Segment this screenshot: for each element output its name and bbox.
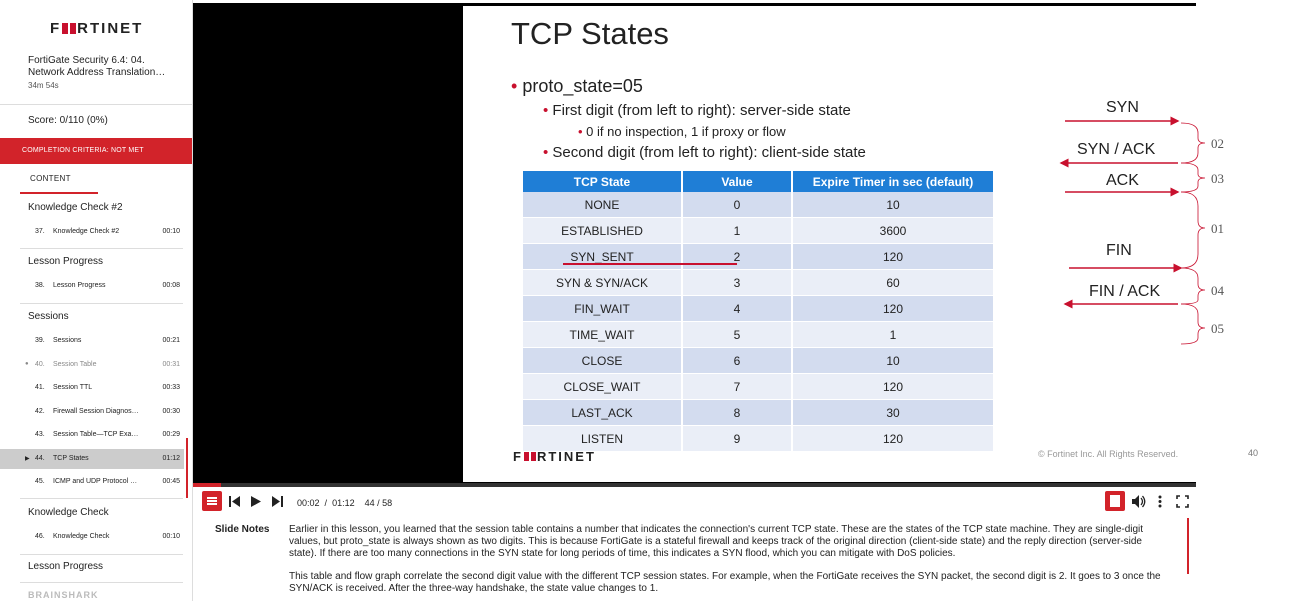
fortinet-logo: F RTINET xyxy=(50,20,144,37)
list-item-current[interactable] xyxy=(0,449,184,469)
item-label: Session Table xyxy=(53,361,97,368)
flow-label: FIN / ACK xyxy=(1089,283,1161,300)
divider xyxy=(20,303,183,304)
table-cell: 4 xyxy=(683,296,793,322)
item-number: 40. xyxy=(35,361,45,368)
notes-icon[interactable] xyxy=(1105,491,1125,511)
progress-fill xyxy=(193,483,221,487)
brainshark-logo: BRAINSHARK xyxy=(28,590,99,600)
bullet-2: • First digit (from left to right): server-side state xyxy=(543,102,851,119)
item-duration: 00:30 xyxy=(162,408,180,415)
completion-criteria-banner: COMPLETION CRITERIA: NOT MET xyxy=(0,138,192,164)
state-label: 03 xyxy=(1211,171,1224,186)
list-item[interactable] xyxy=(0,276,184,296)
table-cell: 120 xyxy=(793,244,995,270)
table-row xyxy=(523,296,995,322)
state-label: 04 xyxy=(1211,283,1224,298)
course-duration: 34m 54s xyxy=(28,81,59,90)
list-item[interactable] xyxy=(0,472,184,492)
table-cell: LISTEN xyxy=(523,426,683,452)
bullet-4: • Second digit (from left to right): client-side state xyxy=(543,144,866,161)
bullet-3: • 0 if no inspection, 1 if proxy or flow xyxy=(578,124,786,139)
notes-paragraph: Earlier in this lesson, you learned that the session table contains a number that indicates the connection's current TCP state. These are the states of the TCP state machine. They are single-digit values, but proto_state is always shown as two digits. This is because FortiGate is a stateful firewall and keeps track of the original direction (client-side state) and the reply direction (server-side state). If there are too many connections in the SYN state for long periods of time, this indicates a SYN flood, which you can mitigate with DoS policies. xyxy=(289,524,1144,559)
table-cell: CLOSE_WAIT xyxy=(523,374,683,400)
item-label: TCP States xyxy=(53,455,89,462)
table-cell: 1 xyxy=(683,218,793,244)
item-number: 42. xyxy=(35,408,45,415)
tab-content[interactable]: CONTENT xyxy=(30,174,71,183)
item-label: Session TTL xyxy=(53,384,93,391)
table-cell: 3600 xyxy=(793,218,995,244)
table-row xyxy=(523,270,995,296)
item-label: Knowledge Check #2 xyxy=(53,228,120,235)
slide-copyright: © Fortinet Inc. All Rights Reserved. xyxy=(1038,449,1179,459)
highlight-underline xyxy=(563,263,737,265)
flow-label: SYN xyxy=(1106,99,1139,116)
sidebar xyxy=(0,0,193,601)
table-cell: 10 xyxy=(793,348,995,374)
table-cell: 30 xyxy=(793,400,995,426)
item-duration: 00:10 xyxy=(162,228,180,235)
slide-page-number: 40 xyxy=(1248,448,1259,458)
item-number: 37. xyxy=(35,228,45,235)
item-duration: 00:08 xyxy=(162,282,180,289)
item-label: Lesson Progress xyxy=(53,282,106,289)
list-item[interactable] xyxy=(0,425,184,445)
table-row xyxy=(523,400,995,426)
divider xyxy=(20,582,183,583)
item-number: 45. xyxy=(35,478,45,485)
table-header-row xyxy=(523,171,995,192)
skip-back-icon[interactable] xyxy=(229,496,240,507)
volume-icon[interactable] xyxy=(1132,495,1146,508)
list-item[interactable] xyxy=(0,222,184,242)
notes-scrollbar[interactable] xyxy=(1187,518,1189,574)
item-duration: 01:12 xyxy=(162,455,180,462)
table-cell: SYN & SYN/ACK xyxy=(523,270,683,296)
table-cell: 10 xyxy=(793,192,995,218)
table-cell: CLOSE xyxy=(523,348,683,374)
section-title[interactable]: Knowledge Check #2 xyxy=(28,202,123,213)
fullscreen-icon[interactable] xyxy=(1177,496,1188,507)
table-cell: 120 xyxy=(793,426,995,452)
state-label: 02 xyxy=(1211,136,1224,151)
more-icon[interactable] xyxy=(1158,495,1162,508)
list-item[interactable] xyxy=(0,527,184,547)
flow-label: SYN / ACK xyxy=(1077,141,1156,158)
section-title[interactable]: Lesson Progress xyxy=(28,561,104,572)
table-cell: ESTABLISHED xyxy=(523,218,683,244)
tcp-state-table xyxy=(523,171,995,452)
slide-notes-body xyxy=(289,524,1169,606)
score-text: Score: 0/110 (0%) xyxy=(28,115,108,126)
slide-position: 44 / 58 xyxy=(364,498,393,508)
list-item[interactable] xyxy=(0,402,184,422)
item-duration: 00:31 xyxy=(162,361,180,368)
current-arrow-icon: ▶ xyxy=(25,456,30,462)
progress-bar[interactable] xyxy=(193,483,1196,487)
table-cell: 120 xyxy=(793,374,995,400)
item-number: 41. xyxy=(35,384,45,391)
item-duration: 00:10 xyxy=(162,533,180,540)
section-title[interactable]: Sessions xyxy=(28,311,69,322)
table-cell: 6 xyxy=(683,348,793,374)
item-label: Firewall Session Diagnos… xyxy=(53,408,139,415)
table-row xyxy=(523,192,995,218)
item-number: 38. xyxy=(35,282,45,289)
table-cell: 1 xyxy=(793,322,995,348)
table-cell: 9 xyxy=(683,426,793,452)
notes-paragraph: This table and flow graph correlate the second digit value with the different TCP session states. For example, when the FortiGate receives the SYN packet, the second digit is 2. It goes to 3 once the SYN/ACK is received. After the three-way handshake, the state value changes to 1. xyxy=(289,571,1161,594)
slide xyxy=(463,6,1309,482)
item-label: Knowledge Check xyxy=(53,533,110,540)
item-label: Sessions xyxy=(53,337,82,344)
table-cell: 120 xyxy=(793,296,995,322)
table-cell: 5 xyxy=(683,322,793,348)
visited-dot-icon: ● xyxy=(25,361,29,367)
table-row xyxy=(523,244,995,270)
item-duration: 00:33 xyxy=(162,384,180,391)
table-cell: NONE xyxy=(523,192,683,218)
table-row xyxy=(523,322,995,348)
slide-notes-label: Slide Notes xyxy=(215,524,270,535)
sidebar-scrollbar[interactable] xyxy=(186,438,188,498)
player-controls xyxy=(193,488,1196,516)
table-header: Expire Timer in sec (default) xyxy=(793,171,995,192)
video-stage[interactable] xyxy=(193,3,1259,483)
play-icon[interactable] xyxy=(251,496,261,507)
divider xyxy=(20,248,183,249)
item-number: 43. xyxy=(35,431,45,438)
state-label: 05 xyxy=(1211,321,1224,336)
table-cell: 0 xyxy=(683,192,793,218)
table-cell: TIME_WAIT xyxy=(523,322,683,348)
list-item[interactable] xyxy=(0,355,184,375)
table-header: Value xyxy=(683,171,793,192)
item-duration: 00:21 xyxy=(162,337,180,344)
tcp-flow-diagram xyxy=(1053,86,1283,346)
item-number: 44. xyxy=(35,455,45,462)
table-row xyxy=(523,374,995,400)
table-cell: 8 xyxy=(683,400,793,426)
slide-fortinet-logo: F RTINET xyxy=(513,449,596,464)
time-display: 00:02 / 01:12 44 / 58 xyxy=(297,498,393,508)
table-cell: FIN_WAIT xyxy=(523,296,683,322)
table-cell: 3 xyxy=(683,270,793,296)
table-row xyxy=(523,218,995,244)
divider xyxy=(0,104,192,105)
table-row xyxy=(523,348,995,374)
section-title[interactable]: Knowledge Check xyxy=(28,507,109,518)
item-label: ICMP and UDP Protocol … xyxy=(53,478,138,485)
table-cell: SYN_SENT xyxy=(523,244,683,270)
item-duration: 00:45 xyxy=(162,478,180,485)
section-title[interactable]: Lesson Progress xyxy=(28,256,104,267)
state-label: 01 xyxy=(1211,221,1224,236)
table-cell: 60 xyxy=(793,270,995,296)
item-duration: 00:29 xyxy=(162,431,180,438)
course-title: FortiGate Security 6.4: 04. Network Address Translation… xyxy=(28,55,166,78)
slide-title: TCP States xyxy=(511,16,669,51)
flow-label: FIN xyxy=(1106,242,1132,259)
item-number: 39. xyxy=(35,337,45,344)
divider xyxy=(20,498,183,499)
list-item[interactable] xyxy=(0,378,184,398)
table-cell: LAST_ACK xyxy=(523,400,683,426)
table-header: TCP State xyxy=(523,171,683,192)
table-cell: 7 xyxy=(683,374,793,400)
bullet-1: • proto_state=05 xyxy=(511,76,643,96)
skip-forward-icon[interactable] xyxy=(272,496,283,507)
table-cell: 2 xyxy=(683,244,793,270)
item-number: 46. xyxy=(35,533,45,540)
menu-icon[interactable] xyxy=(202,491,222,511)
item-label: Session Table—TCP Exa… xyxy=(53,431,139,438)
tab-content-underline xyxy=(20,192,98,194)
flow-label: ACK xyxy=(1106,172,1139,189)
divider xyxy=(20,554,183,555)
list-item[interactable] xyxy=(0,331,184,351)
